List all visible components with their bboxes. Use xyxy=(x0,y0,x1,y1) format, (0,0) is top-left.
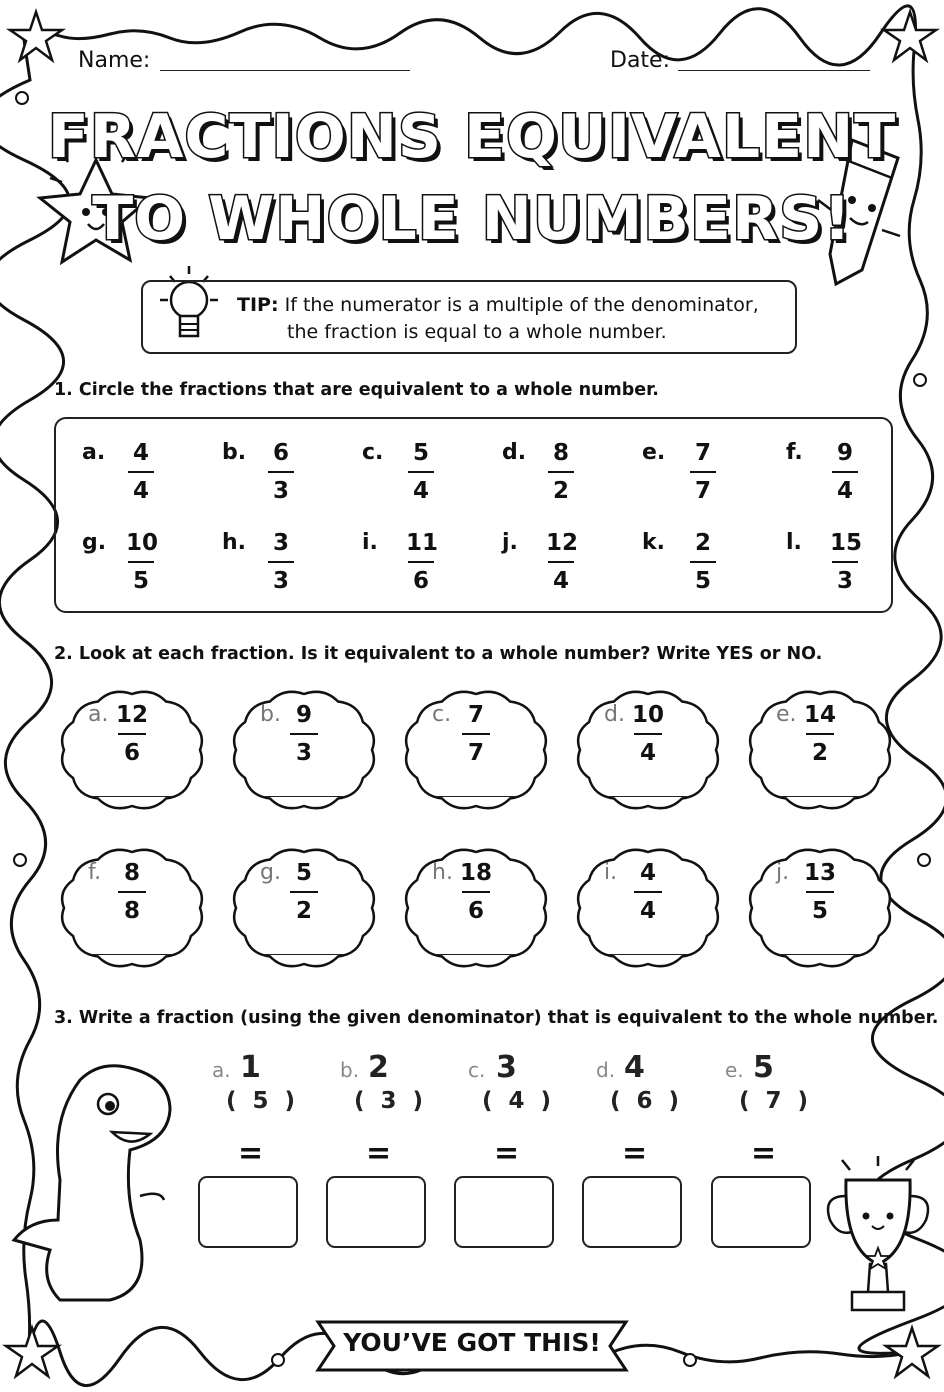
denominator: 4 xyxy=(412,478,429,504)
title-line-2: TO WHOLE NUMBERS! xyxy=(92,184,852,254)
fraction-option xyxy=(546,438,576,506)
fraction-bar xyxy=(268,471,294,473)
yes-no-answer-field[interactable] xyxy=(780,796,860,797)
numerator: 8 xyxy=(123,860,140,886)
fraction-display xyxy=(632,700,664,768)
tip-line-1: If the numerator is a multiple of the denominator, xyxy=(284,294,759,316)
date-field[interactable] xyxy=(678,70,870,71)
fraction-bar xyxy=(634,891,662,893)
section3-instruction: 3. Write a fraction (using the given denominator) that is equivalent to the whole number. xyxy=(54,1008,939,1028)
fraction-display xyxy=(460,858,492,926)
denominator: 4 xyxy=(639,740,656,766)
fraction-option xyxy=(406,528,439,596)
denominator: 2 xyxy=(295,898,312,924)
item-letter: d. xyxy=(604,702,625,727)
item-letter: a. xyxy=(82,440,106,465)
item-letter: c. xyxy=(432,702,452,727)
item-letter: g. xyxy=(82,530,107,555)
numerator: 10 xyxy=(126,530,159,556)
whole-number: 2 xyxy=(368,1050,389,1085)
fraction-answer-box[interactable] xyxy=(326,1176,426,1248)
whole-number: 5 xyxy=(753,1050,774,1085)
item-letter: e. xyxy=(642,440,666,465)
section1-instruction: 1. Circle the fractions that are equivalent to a whole number. xyxy=(54,380,659,400)
given-denominator: ( 3 ) xyxy=(354,1088,428,1114)
item-letter: d. xyxy=(596,1058,616,1082)
equals-sign: = xyxy=(238,1136,264,1171)
given-denominator: ( 6 ) xyxy=(610,1088,684,1114)
numerator: 8 xyxy=(552,440,569,466)
numerator: 7 xyxy=(467,702,484,728)
numerator: 13 xyxy=(804,860,837,886)
item-letter: j. xyxy=(776,860,790,885)
item-letter: i. xyxy=(604,860,618,885)
whole-number: 4 xyxy=(624,1050,645,1085)
fraction-bar xyxy=(462,733,490,735)
denominator: 3 xyxy=(295,740,312,766)
fraction-bar xyxy=(548,471,574,473)
given-denominator: ( 5 ) xyxy=(226,1088,300,1114)
item-letter: k. xyxy=(642,530,665,555)
section2-instruction: 2. Look at each fraction. Is it equivalent to a whole number? Write YES or NO. xyxy=(54,644,823,664)
item-letter: c. xyxy=(362,440,384,465)
denominator: 5 xyxy=(694,568,711,594)
given-denominator: ( 4 ) xyxy=(482,1088,556,1114)
worksheet-title xyxy=(0,96,944,260)
numerator: 11 xyxy=(406,530,439,556)
fraction-option xyxy=(126,528,159,596)
fraction-bar xyxy=(268,561,294,563)
item-letter: b. xyxy=(340,1058,360,1082)
fraction-option xyxy=(266,438,296,506)
fraction-display xyxy=(460,700,492,768)
section1-box xyxy=(54,417,893,613)
denominator: 7 xyxy=(694,478,711,504)
fraction-bar xyxy=(806,733,834,735)
yes-no-answer-field[interactable] xyxy=(92,954,172,955)
numerator: 4 xyxy=(132,440,149,466)
denominator: 6 xyxy=(467,898,484,924)
denominator: 5 xyxy=(132,568,149,594)
star-icon xyxy=(6,1328,58,1376)
denominator: 4 xyxy=(639,898,656,924)
item-letter: g. xyxy=(260,860,281,885)
fraction-option xyxy=(830,528,863,596)
tip-text xyxy=(237,292,797,346)
tip-label: TIP: xyxy=(237,294,279,316)
denominator: 4 xyxy=(552,568,569,594)
trophy-icon xyxy=(828,1156,928,1310)
tip-line-2: the fraction is equal to a whole number. xyxy=(287,321,667,343)
item-letter: e. xyxy=(725,1058,744,1082)
equals-sign: = xyxy=(622,1136,648,1171)
numerator: 6 xyxy=(272,440,289,466)
denominator: 3 xyxy=(272,568,289,594)
fraction-answer-box[interactable] xyxy=(582,1176,682,1248)
yes-no-answer-field[interactable] xyxy=(92,796,172,797)
denominator: 4 xyxy=(836,478,853,504)
footer-banner-text: YOU’VE GOT THIS! xyxy=(343,1328,601,1357)
fraction-bar xyxy=(634,733,662,735)
item-letter: c. xyxy=(468,1058,486,1082)
fraction-option xyxy=(126,438,156,506)
fraction-option xyxy=(688,528,718,596)
fraction-bar xyxy=(118,733,146,735)
yes-no-answer-field[interactable] xyxy=(608,796,688,797)
fraction-bar xyxy=(690,471,716,473)
numerator: 9 xyxy=(295,702,312,728)
fraction-bar xyxy=(290,733,318,735)
item-letter: l. xyxy=(786,530,802,555)
star-icon xyxy=(886,1328,938,1376)
fraction-answer-box[interactable] xyxy=(454,1176,554,1248)
fraction-bar xyxy=(408,561,434,563)
item-letter: a. xyxy=(212,1058,231,1082)
fraction-display xyxy=(632,858,664,926)
yes-no-answer-field[interactable] xyxy=(608,954,688,955)
fraction-bar xyxy=(408,471,434,473)
fraction-display xyxy=(288,858,320,926)
fraction-option xyxy=(266,528,296,596)
fraction-bar xyxy=(690,561,716,563)
title-line-1: FRACTIONS EQUIVALENT xyxy=(47,102,897,172)
fraction-answer-box[interactable] xyxy=(198,1176,298,1248)
fraction-option xyxy=(546,528,579,596)
item-letter: f. xyxy=(88,860,102,885)
equals-sign: = xyxy=(494,1136,520,1171)
denominator: 2 xyxy=(811,740,828,766)
fraction-bar xyxy=(806,891,834,893)
item-letter: d. xyxy=(502,440,527,465)
yes-no-answer-field[interactable] xyxy=(780,954,860,955)
denominator: 2 xyxy=(552,478,569,504)
fraction-bar xyxy=(832,471,858,473)
fraction-bar xyxy=(118,891,146,893)
equals-sign: = xyxy=(366,1136,392,1171)
whole-number: 1 xyxy=(240,1050,261,1085)
numerator: 14 xyxy=(804,702,837,728)
denominator: 8 xyxy=(123,898,140,924)
numerator: 18 xyxy=(460,860,493,886)
fraction-option xyxy=(688,438,718,506)
fraction-bar xyxy=(548,561,574,563)
fraction-bar xyxy=(462,891,490,893)
numerator: 5 xyxy=(412,440,429,466)
equals-sign: = xyxy=(751,1136,777,1171)
numerator: 12 xyxy=(116,702,149,728)
numerator: 4 xyxy=(639,860,656,886)
fraction-bar xyxy=(128,471,154,473)
numerator: 10 xyxy=(632,702,665,728)
fraction-display xyxy=(804,700,836,768)
fraction-option xyxy=(406,438,436,506)
fraction-display xyxy=(288,700,320,768)
fraction-display xyxy=(804,858,836,926)
given-denominator: ( 7 ) xyxy=(739,1088,813,1114)
dinosaur-icon xyxy=(14,1066,170,1300)
name-field[interactable] xyxy=(160,70,410,71)
fraction-answer-box[interactable] xyxy=(711,1176,811,1248)
fraction-bar xyxy=(290,891,318,893)
yes-no-answer-field[interactable] xyxy=(436,796,516,797)
denominator: 4 xyxy=(132,478,149,504)
item-letter: f. xyxy=(786,440,803,465)
fraction-bar xyxy=(832,561,858,563)
star-icon xyxy=(10,12,62,60)
item-letter: j. xyxy=(502,530,518,555)
numerator: 3 xyxy=(272,530,289,556)
numerator: 9 xyxy=(836,440,853,466)
item-letter: b. xyxy=(222,440,247,465)
fraction-display xyxy=(116,858,148,926)
denominator: 5 xyxy=(811,898,828,924)
denominator: 6 xyxy=(412,568,429,594)
item-letter: h. xyxy=(222,530,247,555)
numerator: 2 xyxy=(694,530,711,556)
denominator: 6 xyxy=(123,740,140,766)
item-letter: e. xyxy=(776,702,797,727)
yes-no-answer-field[interactable] xyxy=(264,954,344,955)
denominator: 3 xyxy=(836,568,853,594)
fraction-option xyxy=(830,438,860,506)
item-letter: a. xyxy=(88,702,109,727)
numerator: 5 xyxy=(295,860,312,886)
name-label: Name: xyxy=(78,48,151,73)
numerator: 7 xyxy=(694,440,711,466)
denominator: 7 xyxy=(467,740,484,766)
yes-no-answer-field[interactable] xyxy=(264,796,344,797)
denominator: 3 xyxy=(272,478,289,504)
fraction-bar xyxy=(128,561,154,563)
numerator: 12 xyxy=(546,530,579,556)
item-letter: b. xyxy=(260,702,281,727)
yes-no-answer-field[interactable] xyxy=(436,954,516,955)
item-letter: h. xyxy=(432,860,453,885)
item-letter: i. xyxy=(362,530,378,555)
whole-number: 3 xyxy=(496,1050,517,1085)
fraction-display xyxy=(116,700,148,768)
date-label: Date: xyxy=(610,48,670,73)
numerator: 15 xyxy=(830,530,863,556)
